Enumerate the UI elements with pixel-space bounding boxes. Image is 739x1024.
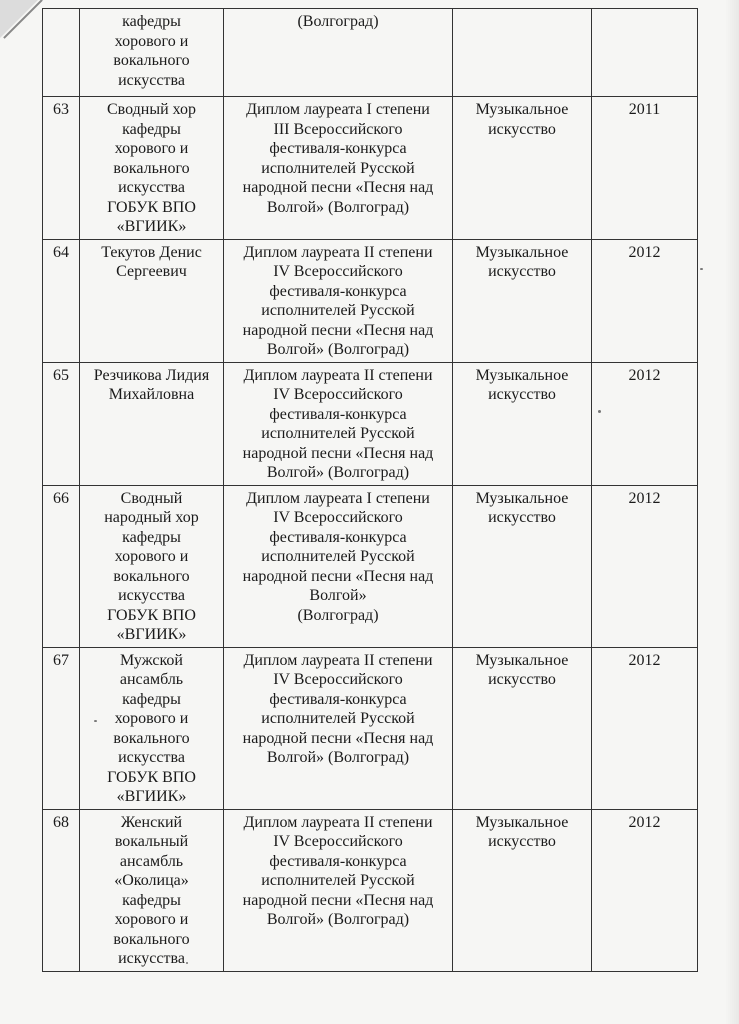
- award-description: (Волгоград): [224, 9, 453, 97]
- row-number: [43, 9, 80, 97]
- award-year: [592, 9, 698, 97]
- award-description: Диплом лауреата II степени IV Всероссийского фестиваля-конкурса исполнителей Русской народной песни «Песня над Волгой» (Волгоград): [224, 809, 453, 971]
- field-of-art: Музыкальное искусство: [453, 239, 592, 362]
- participant-name: Сводный хор кафедры хорового и вокального искусства ГОБУК ВПО «ВГИИК»: [80, 97, 224, 240]
- field-of-art: [453, 9, 592, 97]
- field-of-art: Музыкальное искусство: [453, 97, 592, 240]
- participant-name: Женский вокальный ансамбль «Околица» кафедры хорового и вокального искусства: [80, 809, 224, 971]
- row-number: 65: [43, 362, 80, 485]
- table-row: [43, 809, 698, 971]
- participant-name: Мужской ансамбль кафедры хорового и вокального искусства ГОБУК ВПО «ВГИИК»: [80, 647, 224, 809]
- award-year: 2012: [592, 809, 698, 971]
- award-description: Диплом лауреата II степени IV Всероссийского фестиваля-конкурса исполнителей Русской народной песни «Песня над Волгой» (Волгоград): [224, 239, 453, 362]
- scan-speck: [700, 268, 703, 270]
- page-corner-fold: [0, 0, 38, 38]
- award-year: 2012: [592, 647, 698, 809]
- award-description: Диплом лауреата I степени III Всероссийского фестиваля-конкурса исполнителей Русской народной песни «Песня над Волгой» (Волгоград): [224, 97, 453, 240]
- field-of-art: Музыкальное искусство: [453, 647, 592, 809]
- award-description: Диплом лауреата II степени IV Всероссийского фестиваля-конкурса исполнителей Русской народной песни «Песня над Волгой» (Волгоград): [224, 362, 453, 485]
- table-row: [43, 97, 698, 240]
- scan-speck: [186, 962, 188, 964]
- table-row: [43, 362, 698, 485]
- row-number: 66: [43, 485, 80, 647]
- page-right-edge-shadow: [725, 0, 739, 1024]
- award-description: Диплом лауреата I степени IV Всероссийского фестиваля-конкурса исполнителей Русской народной песни «Песня над Волгой» (Волгоград): [224, 485, 453, 647]
- row-number: 64: [43, 239, 80, 362]
- award-year: 2012: [592, 485, 698, 647]
- award-year: 2011: [592, 97, 698, 240]
- field-of-art: Музыкальное искусство: [453, 485, 592, 647]
- scan-speck: [598, 410, 601, 413]
- award-description: Диплом лауреата II степени IV Всероссийского фестиваля-конкурса исполнителей Русской народной песни «Песня над Волгой» (Волгоград): [224, 647, 453, 809]
- scan-speck: [94, 720, 97, 722]
- table-row: [43, 485, 698, 647]
- table-row: [43, 239, 698, 362]
- participant-name: кафедры хорового и вокального искусства: [80, 9, 224, 97]
- participant-name: Резчикова Лидия Михайловна: [80, 362, 224, 485]
- row-number: 63: [43, 97, 80, 240]
- award-year: 2012: [592, 362, 698, 485]
- row-number: 67: [43, 647, 80, 809]
- participant-name: Текутов Денис Сергеевич: [80, 239, 224, 362]
- field-of-art: Музыкальное искусство: [453, 809, 592, 971]
- field-of-art: Музыкальное искусство: [453, 362, 592, 485]
- table-row: [43, 9, 698, 97]
- row-number: 68: [43, 809, 80, 971]
- participant-name: Сводный народный хор кафедры хорового и вокального искусства ГОБУК ВПО «ВГИИК»: [80, 485, 224, 647]
- award-year: 2012: [592, 239, 698, 362]
- awards-table: [42, 8, 698, 972]
- table-row: [43, 647, 698, 809]
